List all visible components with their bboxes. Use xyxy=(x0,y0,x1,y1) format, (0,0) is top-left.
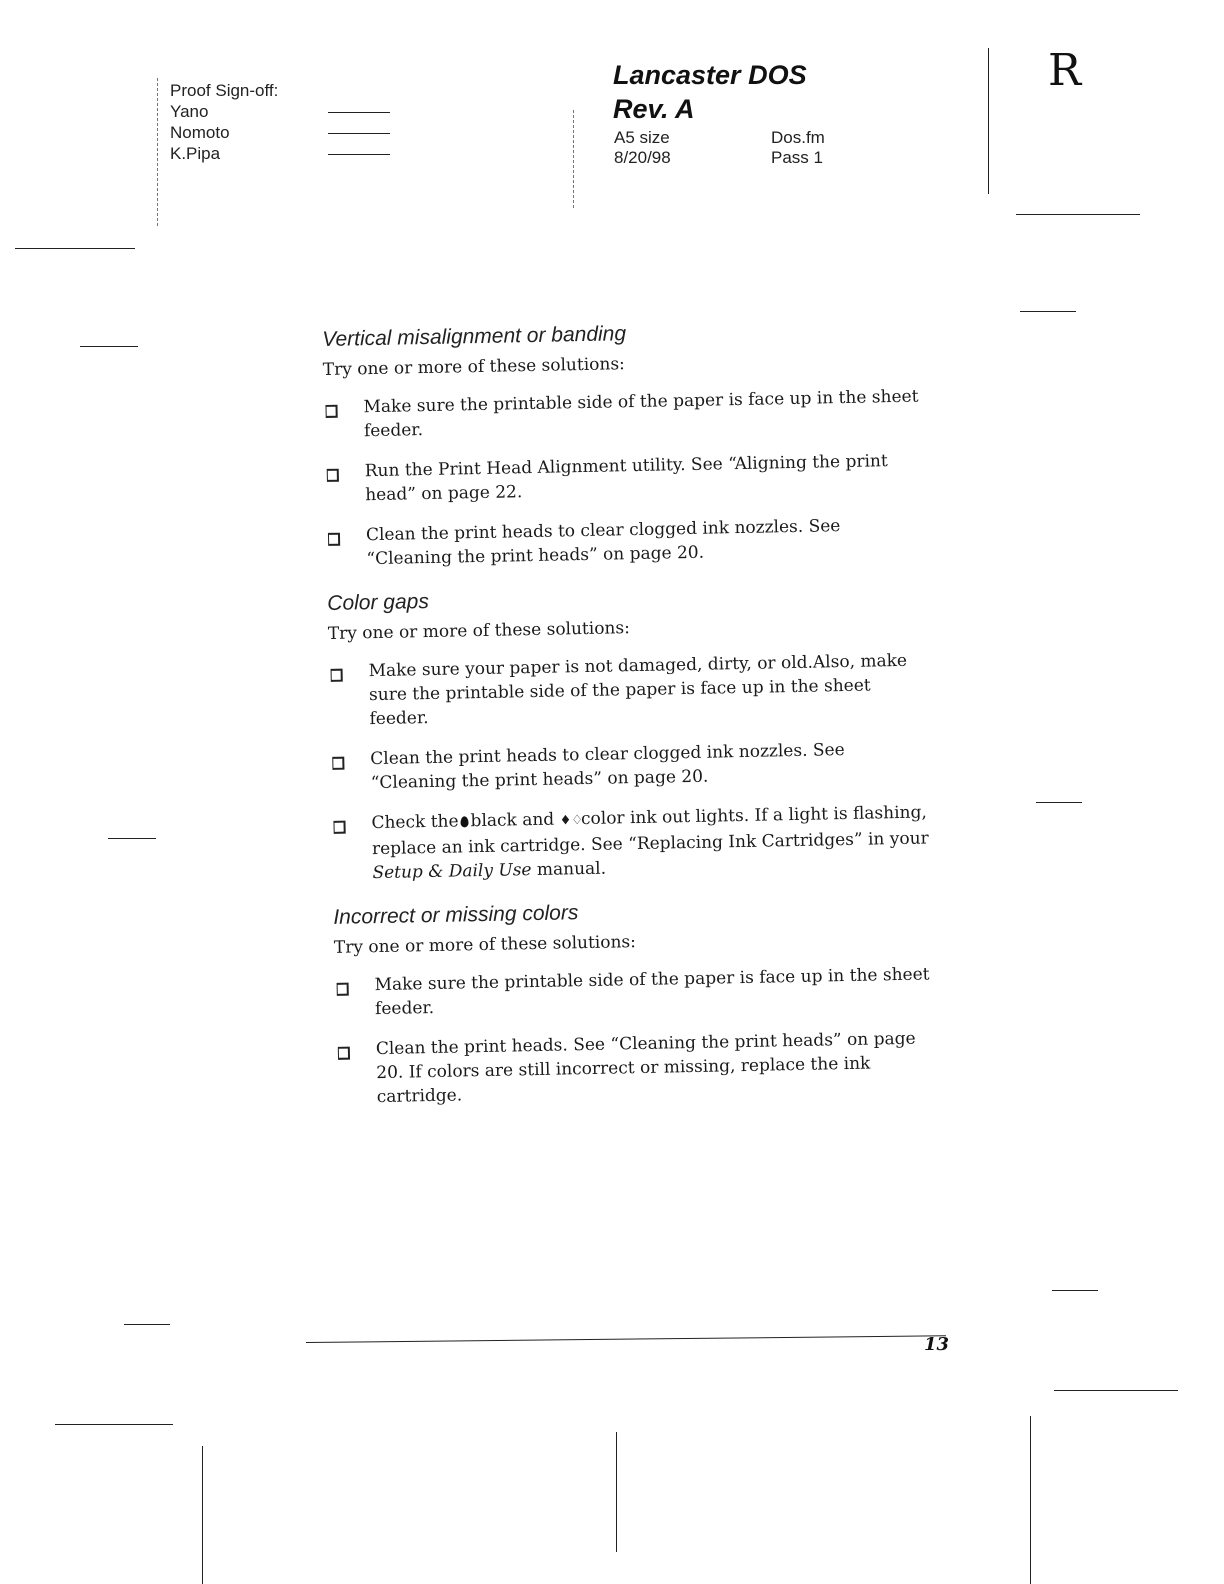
section-heading: Vertical misalignment or banding xyxy=(322,322,627,351)
section-intro: Try one or more of these solutions: xyxy=(333,932,637,958)
signature-line xyxy=(328,112,390,113)
list-item xyxy=(328,648,934,732)
signature-line xyxy=(328,154,390,155)
checkbox-bullet-icon xyxy=(327,469,339,482)
crop-mark xyxy=(108,838,156,839)
list-item-text: Clean the print heads to clear clogged ink nozzles. See “Cleaning the print heads” on page 20. xyxy=(365,516,841,570)
list-item-text: Clean the print heads to clear clogged ink nozzles. See “Cleaning the print heads” on page 20. xyxy=(370,740,845,794)
revision-label: Rev. A xyxy=(613,94,695,124)
pass-label: Pass 1 xyxy=(771,148,823,167)
fold-mark xyxy=(573,110,574,208)
section-heading: Incorrect or missing colors xyxy=(333,901,579,929)
checkbox-bullet-icon xyxy=(338,1047,350,1060)
list-item-text: Make sure the printable side of the paper is face up in the sheet feeder. xyxy=(363,386,919,442)
checkbox-bullet-icon xyxy=(331,669,343,682)
list-item-text: Make sure the printable side of the paper is face up in the sheet feeder. xyxy=(374,964,930,1020)
crop-mark xyxy=(124,1324,170,1325)
crop-mark xyxy=(15,248,135,249)
checkbox-bullet-icon xyxy=(333,821,345,834)
section-incorrect-colors xyxy=(333,894,942,1110)
list-item xyxy=(330,736,936,796)
color-ink-drops-icon: ♦♢ xyxy=(559,813,584,829)
section-vertical-misalignment xyxy=(322,316,932,572)
section-intro: Try one or more of these solutions: xyxy=(322,354,625,380)
list-item xyxy=(334,962,940,1022)
corner-mark: R xyxy=(1048,45,1082,96)
signoff-row xyxy=(170,143,390,164)
section-heading: Color gaps xyxy=(327,590,430,615)
ink-text-part: Check the xyxy=(371,811,459,834)
crop-mark xyxy=(616,1432,617,1552)
file-name: Dos.fm xyxy=(771,128,825,147)
signoff-name: K.Pipa xyxy=(170,144,221,163)
list-item xyxy=(323,384,929,444)
list-item-text: Clean the print heads. See “Cleaning the print heads” on page 20. If colors are still incorrect or missing, replace the ink cartridge. xyxy=(375,1028,916,1108)
document-title xyxy=(613,58,807,126)
page-number: 13 xyxy=(924,1334,950,1355)
crop-mark xyxy=(1016,214,1140,215)
checkbox-bullet-icon xyxy=(332,757,344,770)
signature-line xyxy=(328,133,390,134)
list-item-text: Make sure your paper is not damaged, dirty, or old.Also, make sure the printable side of the paper is face up in the sheet feeder. xyxy=(368,650,908,730)
footer-rule xyxy=(306,1335,946,1343)
crop-mark xyxy=(988,48,989,194)
signoff-name: Nomoto xyxy=(170,123,230,142)
list-item xyxy=(336,1026,942,1110)
section-intro: Try one or more of these solutions: xyxy=(327,618,631,644)
signoff-row xyxy=(170,101,390,122)
ink-text-part: black and xyxy=(470,809,555,832)
proof-signoff-block xyxy=(170,80,390,164)
crop-mark xyxy=(1030,1416,1031,1584)
ink-text-part: manual. xyxy=(536,858,607,880)
troubleshooting-content xyxy=(322,316,942,1129)
manual-title: Setup & Daily Use xyxy=(372,860,532,884)
page-size: A5 size xyxy=(614,128,670,147)
list-item xyxy=(326,512,932,572)
crop-mark xyxy=(1036,802,1082,803)
ink-text-part: color ink out lights. If a light is flashing, replace an ink cartridge. See “Replacing Ink Cartridges” in your xyxy=(371,802,929,860)
crop-mark xyxy=(55,1424,173,1425)
list-item xyxy=(325,448,931,508)
document-meta xyxy=(614,128,825,168)
crop-mark xyxy=(1020,311,1076,312)
black-ink-drop-icon xyxy=(460,816,468,827)
list-item-text xyxy=(371,800,937,885)
checkbox-bullet-icon xyxy=(337,983,349,996)
crop-mark xyxy=(1054,1390,1178,1391)
list-item-text: Run the Print Head Alignment utility. See “Aligning the print head” on page 22. xyxy=(364,451,888,506)
fold-mark xyxy=(157,78,158,226)
crop-mark xyxy=(1052,1290,1098,1291)
crop-mark xyxy=(80,346,138,347)
signoff-name: Yano xyxy=(170,102,209,121)
checkbox-bullet-icon xyxy=(328,533,340,546)
document-title-line: Lancaster DOS xyxy=(613,60,807,90)
signoff-row xyxy=(170,122,390,143)
crop-mark xyxy=(202,1446,203,1584)
checkbox-bullet-icon xyxy=(325,405,337,418)
list-item xyxy=(331,800,937,886)
proof-title: Proof Sign-off: xyxy=(170,81,279,100)
section-color-gaps xyxy=(327,580,938,886)
document-date: 8/20/98 xyxy=(614,148,671,167)
document-meta-right xyxy=(771,128,891,168)
